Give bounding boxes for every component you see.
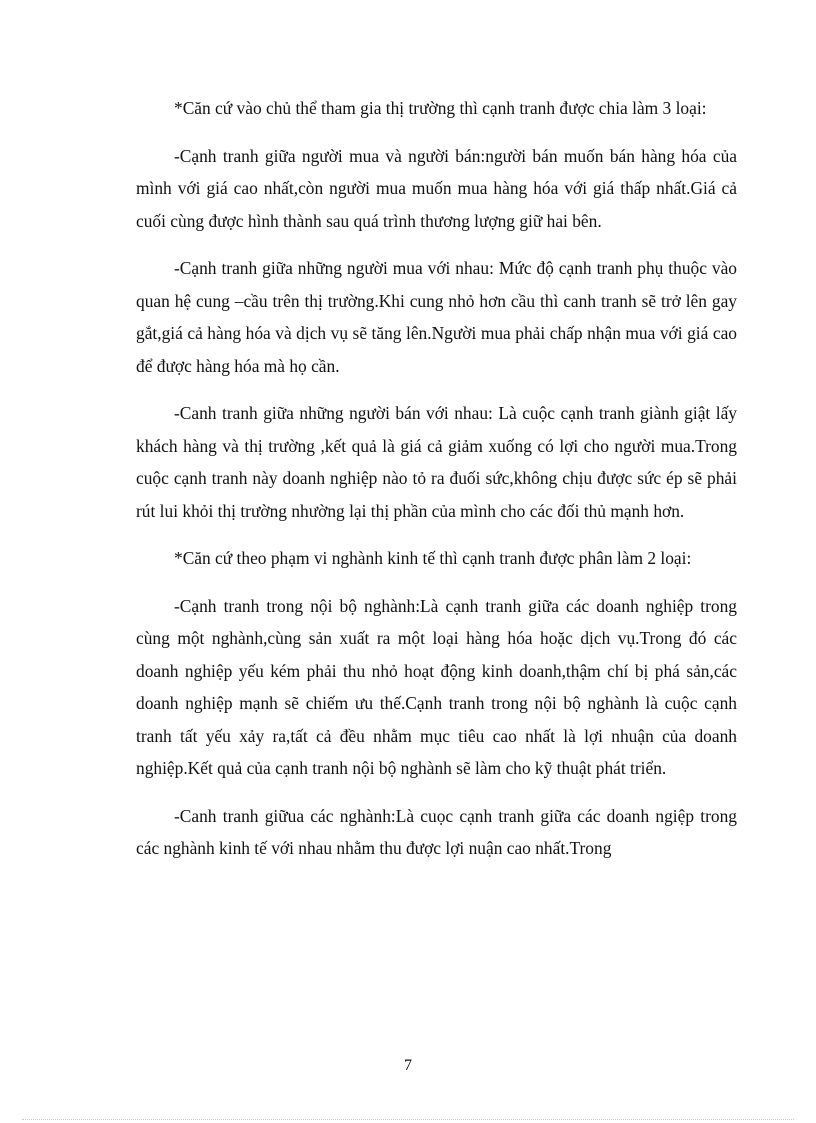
page-number: 7: [404, 1057, 412, 1074]
paragraph-4: -Canh tranh giữa những người bán với nhau: Là cuộc cạnh tranh giành giật lấy khách hàng và thị trường ,kết quả là giá cả giảm xuống có lợi cho người mua.Trong cuộc cạnh tranh này doanh nghiệp nào tỏ ra đuối sức,không chịu được sức ép sẽ phải rút lui khỏi thị trường nhường lại thị phần của mình cho các đối thủ mạnh hơn.: [136, 403, 737, 521]
paragraph-1: *Căn cứ vào chủ thể tham gia thị trường thì cạnh tranh được chia làm 3 loại:: [174, 98, 707, 118]
page-bottom-divider: [22, 1119, 794, 1120]
paragraph-6: -Cạnh tranh trong nội bộ nghành:Là cạnh tranh giữa các doanh nghiệp trong cùng một nghành,cùng sản xuất ra một loại hàng hóa hoặc dịch vụ.Trong đó các doanh nghiệp yếu kém phải thu nhỏ hoạt động kinh doanh,thậm chí bị phá sản,các doanh nghiệp mạnh sẽ chiếm ưu thế.Cạnh tranh trong nội bộ nghành là cuộc cạnh tranh tất yếu xảy ra,tất cả đều nhằm mục tiêu cao nhất là lợi nhuận của doanh nghiệp.Kết quả của cạnh tranh nội bộ nghành sẽ làm cho kỹ thuật phát triển.: [136, 595, 737, 778]
paragraph-7: -Canh tranh giữua các nghành:Là cuọc cạnh tranh giữa các doanh ngiệp trong các nghành kinh tế với nhau nhằm thu được lợi nuận cao nhất.Trong: [136, 805, 737, 858]
paragraph-5: *Căn cứ theo phạm vi nghành kinh tế thì cạnh tranh được phân làm 2 loại:: [174, 548, 692, 568]
paragraph-3: -Cạnh tranh giữa những người mua với nhau: Mức độ cạnh tranh phụ thuộc vào quan hệ cung –cầu trên thị trường.Khi cung nhỏ hơn cầu thì canh tranh sẽ trở lên gay gắt,giá cả hàng hóa và dịch vụ sẽ tăng lên.Người mua phải chấp nhận mua với giá cao để được hàng hóa mà họ cần.: [136, 258, 737, 376]
document-body: [136, 92, 737, 880]
paragraph-2: -Cạnh tranh giữa người mua và người bán:người bán muốn bán hàng hóa của mình với giá cao nhất,còn người mua muốn mua hàng hóa với giá thấp nhất.Giá cả cuối cùng được hình thành sau quá trình thương lượng giữ hai bên.: [136, 145, 737, 231]
